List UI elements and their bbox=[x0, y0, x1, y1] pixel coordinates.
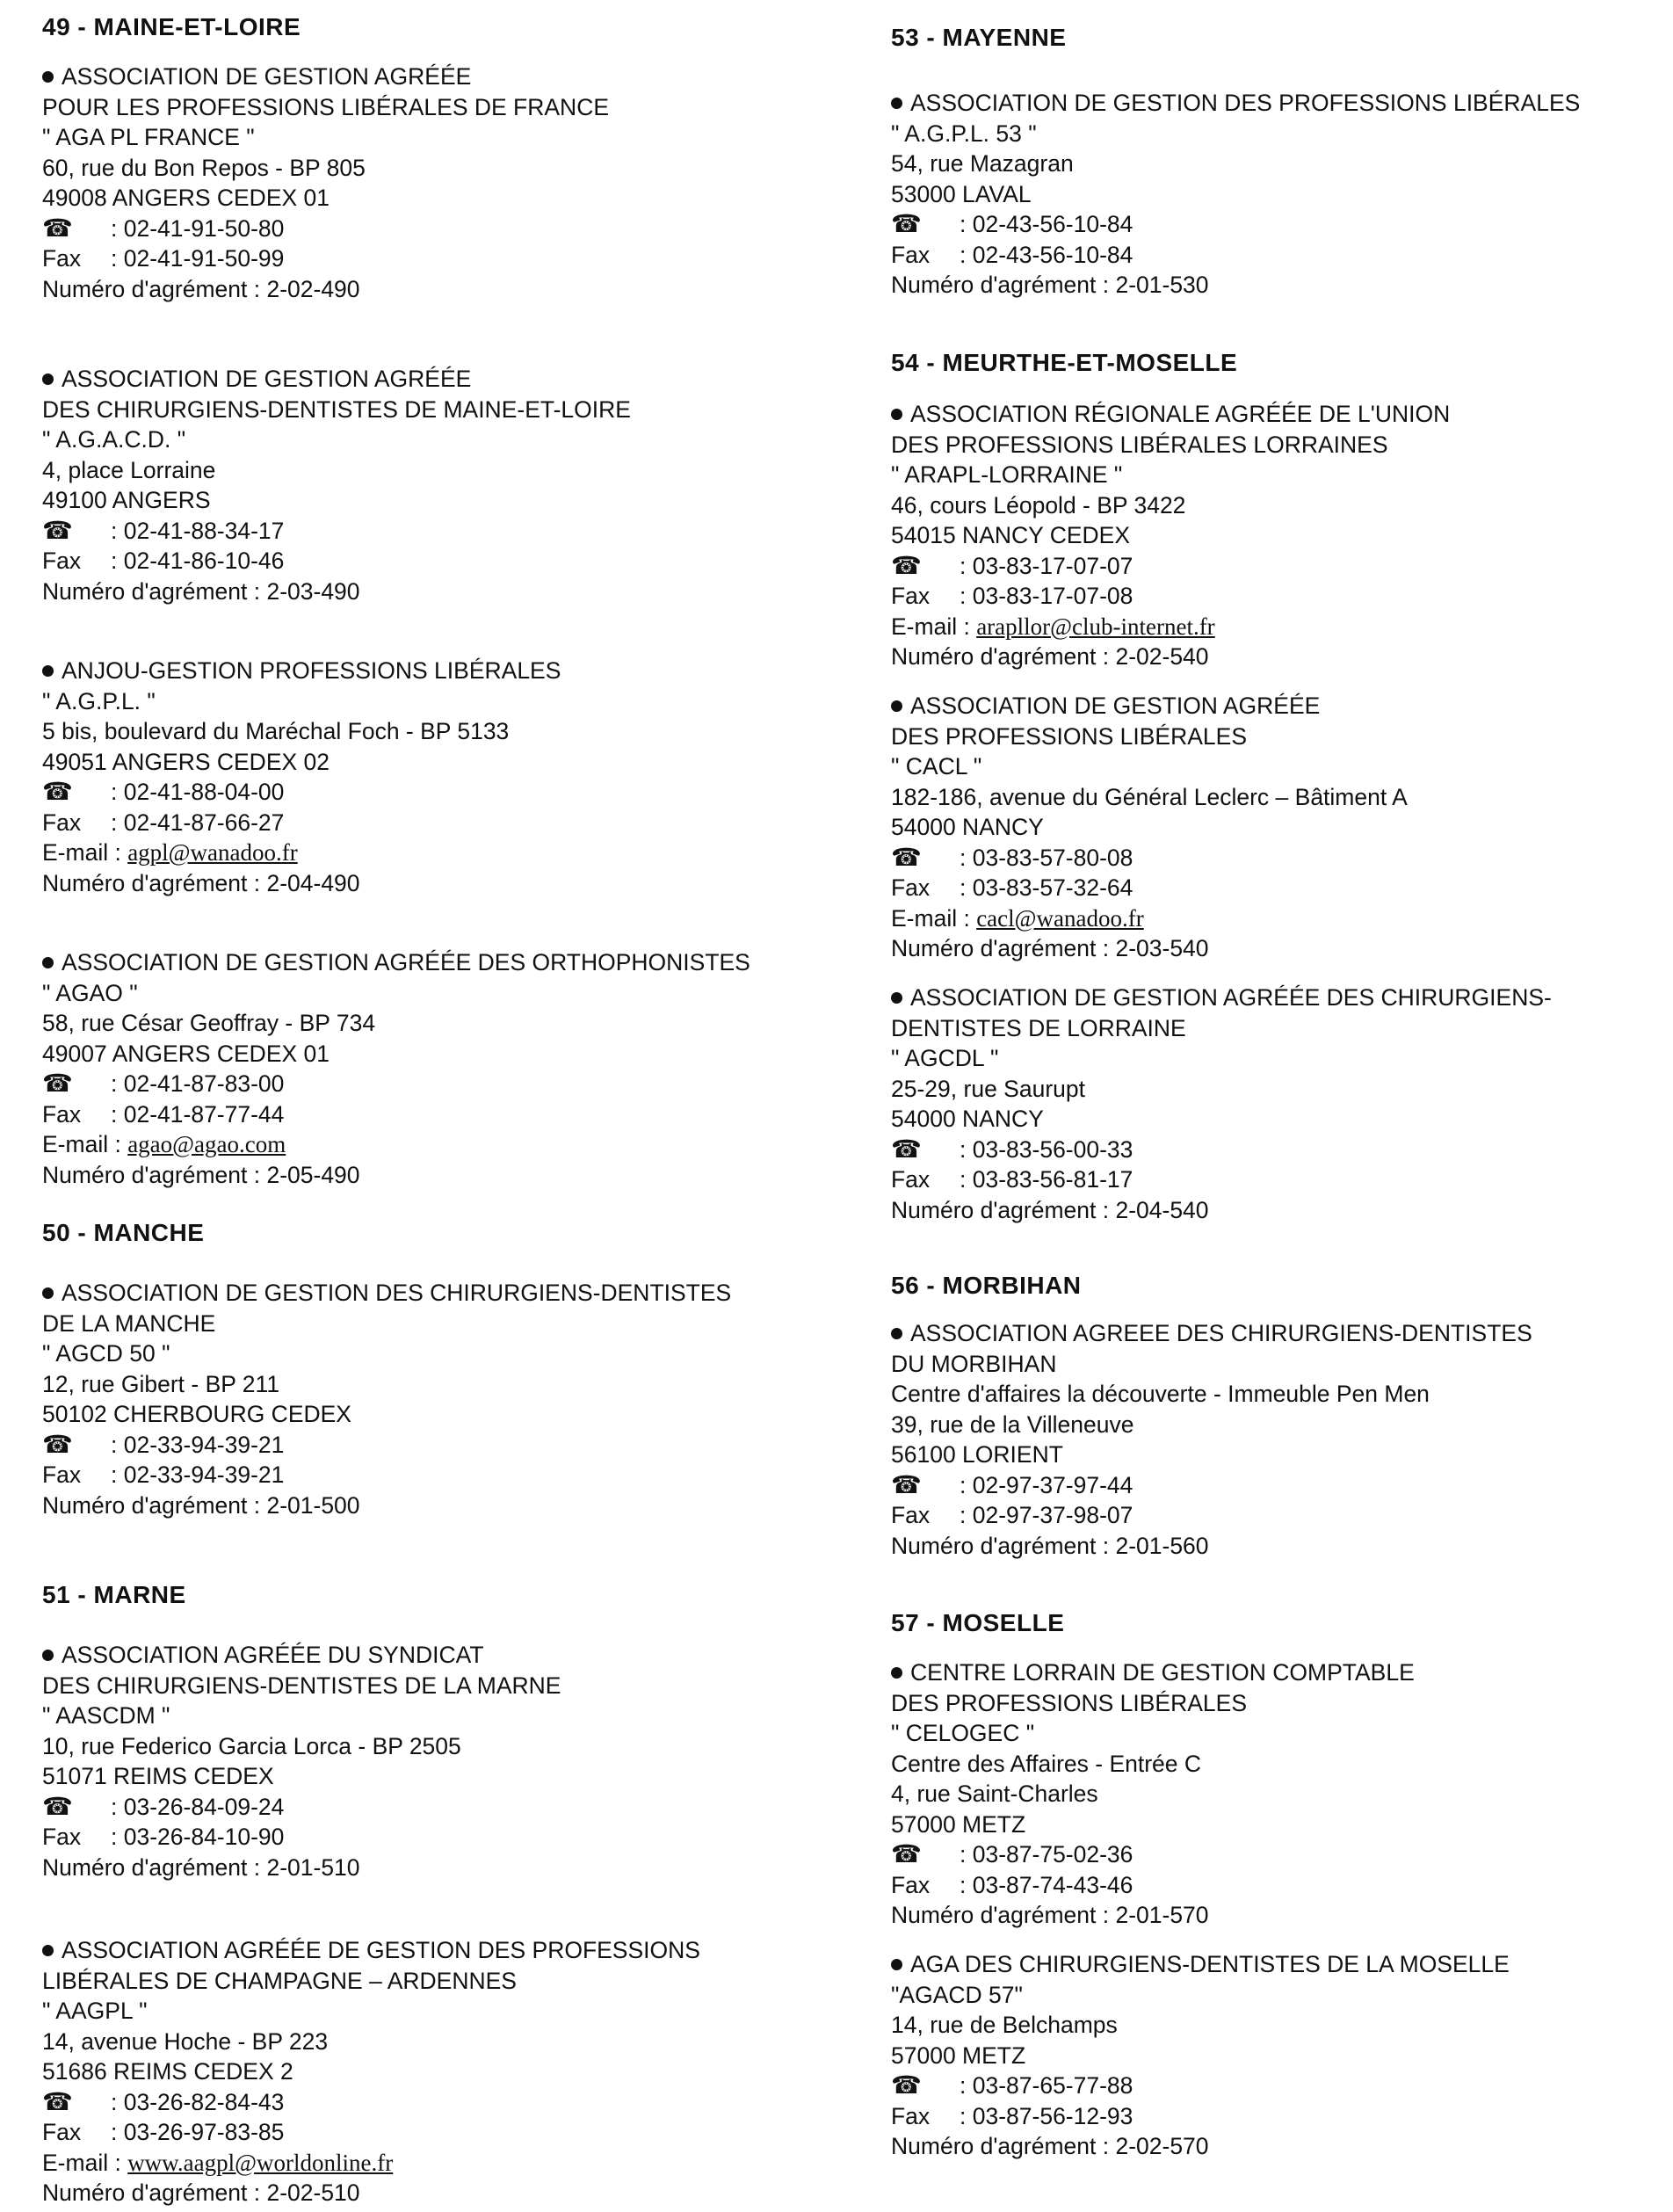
telephone-icon: ☎ bbox=[42, 1792, 73, 1820]
address-line bbox=[891, 2041, 1510, 2071]
phone-line bbox=[891, 1839, 1415, 1870]
entry-text: 51686 REIMS CEDEX 2 bbox=[42, 2058, 293, 2085]
entry-name bbox=[42, 656, 561, 686]
phone-number: : 02-41-88-34-17 bbox=[111, 517, 285, 544]
address-line bbox=[891, 520, 1450, 551]
fax-label: Fax bbox=[42, 1461, 82, 1488]
fax-number: : 02-43-56-10-84 bbox=[960, 241, 1133, 268]
entry-text: Centre des Affaires - Entrée C bbox=[891, 1750, 1202, 1777]
telephone-icon: ☎ bbox=[891, 1470, 922, 1498]
phone-line bbox=[42, 214, 609, 244]
address-line bbox=[891, 1379, 1532, 1410]
fax-line bbox=[42, 546, 631, 577]
address-line bbox=[42, 686, 561, 717]
agrement-number: Numéro d'agrément : 2-01-510 bbox=[42, 1853, 360, 1881]
entry-text: DE LA MANCHE bbox=[42, 1309, 216, 1337]
entry-text: ASSOCIATION DE GESTION AGRÉÉE DES CHIRURGIENS- bbox=[910, 984, 1552, 1011]
entry-text: ASSOCIATION AGRÉÉE DE GESTION DES PROFESSIONS bbox=[62, 1937, 700, 1963]
telephone-icon: ☎ bbox=[42, 1070, 73, 1097]
entry-text: 25-29, rue Saurupt bbox=[891, 1075, 1085, 1102]
directory-entry bbox=[42, 947, 750, 1190]
entry-text: AGA DES CHIRURGIENS-DENTISTES DE LA MOSELLE bbox=[910, 1951, 1510, 1977]
fax-line bbox=[42, 1099, 750, 1130]
address-line bbox=[42, 1671, 561, 1701]
address-line bbox=[891, 812, 1408, 843]
entry-text: ANJOU-GESTION PROFESSIONS LIBÉRALES bbox=[62, 657, 561, 684]
address-line bbox=[891, 782, 1408, 813]
fax-label: Fax bbox=[891, 2102, 931, 2129]
entry-text: DES PROFESSIONS LIBÉRALES bbox=[891, 722, 1247, 750]
directory-entry bbox=[891, 1657, 1415, 1931]
directory-entry bbox=[891, 983, 1552, 1225]
entry-name bbox=[891, 1657, 1415, 1688]
fax-label: Fax bbox=[891, 1502, 931, 1528]
phone-number: : 02-43-56-10-84 bbox=[960, 211, 1133, 237]
bullet-icon bbox=[42, 62, 62, 92]
entry-text: ASSOCIATION AGREEE DES CHIRURGIENS-DENTISTES bbox=[910, 1320, 1532, 1346]
telephone-icon: ☎ bbox=[42, 516, 73, 544]
directory-entry bbox=[891, 88, 1580, 301]
entry-name bbox=[891, 399, 1450, 430]
fax-number: : 03-87-56-12-93 bbox=[960, 2102, 1133, 2129]
entry-text: 56100 LORIENT bbox=[891, 1441, 1063, 1468]
entry-text: LIBÉRALES DE CHAMPAGNE – ARDENNES bbox=[42, 1967, 517, 1994]
email-label: E-mail : bbox=[891, 904, 977, 932]
phone-number: : 03-87-75-02-36 bbox=[960, 1841, 1133, 1868]
phone-number: : 03-83-57-80-08 bbox=[960, 844, 1133, 871]
phone-number: : 02-97-37-97-44 bbox=[960, 1471, 1133, 1498]
agrement-number: Numéro d'agrément : 2-01-500 bbox=[42, 1491, 360, 1519]
entry-text: " A.G.A.C.D. " bbox=[42, 426, 186, 453]
directory-entry bbox=[891, 1949, 1510, 2162]
address-line bbox=[891, 722, 1408, 752]
section-title: 53 - MAYENNE bbox=[891, 24, 1067, 51]
fax-number: : 03-26-84-10-90 bbox=[111, 1824, 285, 1850]
entry-text: 51071 REIMS CEDEX bbox=[42, 1763, 274, 1789]
directory-entry bbox=[42, 62, 609, 304]
entry-text: 12, rue Gibert - BP 211 bbox=[42, 1370, 280, 1397]
fax-line bbox=[891, 1500, 1532, 1531]
phone-line bbox=[891, 1470, 1532, 1501]
bullet-icon bbox=[42, 1935, 62, 1966]
telephone-icon: ☎ bbox=[891, 843, 922, 871]
fax-number: : 02-41-91-50-99 bbox=[111, 245, 285, 272]
email-label: E-mail : bbox=[42, 839, 128, 866]
agrement-number: Numéro d'agrément : 2-05-490 bbox=[42, 1161, 360, 1188]
entry-text: " ARAPL-LORRAINE " bbox=[891, 461, 1123, 488]
fax-line bbox=[891, 1164, 1552, 1195]
entry-text: DENTISTES DE LORRAINE bbox=[891, 1014, 1186, 1041]
address-line bbox=[42, 424, 631, 455]
fax-number: : 02-97-37-98-07 bbox=[960, 1502, 1133, 1528]
bullet-icon bbox=[891, 399, 910, 430]
entry-name bbox=[42, 1640, 561, 1671]
telephone-icon: ☎ bbox=[891, 1135, 922, 1163]
telephone-icon: ☎ bbox=[891, 210, 922, 237]
entry-text: 58, rue César Geoffray - BP 734 bbox=[42, 1010, 376, 1036]
fax-label: Fax bbox=[42, 1100, 82, 1128]
entry-text: " CACL " bbox=[891, 753, 982, 780]
address-line bbox=[891, 1043, 1552, 1074]
email-label: E-mail : bbox=[891, 613, 977, 640]
email-line bbox=[42, 2148, 700, 2179]
fax-line bbox=[42, 1822, 561, 1853]
entry-text: 4, rue Saint-Charles bbox=[891, 1780, 1098, 1807]
entry-text: DU MORBIHAN bbox=[891, 1350, 1057, 1377]
entry-name bbox=[42, 364, 631, 395]
address-line bbox=[42, 183, 609, 214]
address-line bbox=[42, 153, 609, 184]
address-line bbox=[42, 1008, 750, 1039]
phone-number: : 03-83-56-00-33 bbox=[960, 1135, 1133, 1163]
address-line bbox=[42, 455, 631, 486]
entry-text: Centre d'affaires la découverte - Immeuble Pen Men bbox=[891, 1381, 1430, 1407]
entry-text: " CELOGEC " bbox=[891, 1720, 1035, 1746]
fax-label: Fax bbox=[42, 245, 82, 272]
bullet-icon bbox=[42, 656, 62, 686]
telephone-icon: ☎ bbox=[42, 2087, 73, 2115]
bullet-icon bbox=[891, 88, 910, 119]
fax-label: Fax bbox=[891, 1871, 931, 1898]
agrement-number: Numéro d'agrément : 2-01-530 bbox=[891, 272, 1209, 298]
agrement-number: Numéro d'agrément : 2-03-540 bbox=[891, 935, 1209, 961]
fax-label: Fax bbox=[42, 809, 82, 836]
entry-text: " AAGPL " bbox=[42, 1998, 148, 2024]
entry-text: 54015 NANCY CEDEX bbox=[891, 522, 1131, 548]
fax-line bbox=[42, 2117, 700, 2148]
entry-text: ASSOCIATION DE GESTION AGRÉÉE bbox=[910, 693, 1321, 719]
fax-line bbox=[891, 581, 1450, 612]
fax-label: Fax bbox=[42, 1824, 82, 1850]
address-line bbox=[891, 2010, 1510, 2041]
address-line bbox=[891, 1013, 1552, 1044]
fax-label: Fax bbox=[42, 548, 82, 574]
entry-text: ASSOCIATION DE GESTION AGRÉÉE bbox=[62, 366, 472, 392]
address-line bbox=[891, 1980, 1510, 2011]
fax-label: Fax bbox=[891, 874, 931, 901]
address-line bbox=[42, 1731, 561, 1762]
telephone-icon: ☎ bbox=[42, 1430, 73, 1458]
fax-line bbox=[891, 1870, 1415, 1901]
agrement-number: Numéro d'agrément : 2-02-510 bbox=[42, 2179, 360, 2206]
address-line bbox=[42, 1309, 731, 1339]
section-title: 51 - MARNE bbox=[42, 1581, 186, 1608]
fax-number: : 03-83-56-81-17 bbox=[960, 1166, 1133, 1193]
phone-number: : 03-87-65-77-88 bbox=[960, 2072, 1133, 2099]
telephone-icon: ☎ bbox=[891, 1840, 922, 1868]
agrement-number: Numéro d'agrément : 2-02-540 bbox=[891, 643, 1209, 670]
directory-entry bbox=[42, 656, 561, 898]
address-line bbox=[42, 1399, 731, 1430]
entry-text: 54, rue Mazagran bbox=[891, 150, 1074, 177]
directory-entry bbox=[42, 1935, 700, 2208]
entry-text: ASSOCIATION AGRÉÉE DU SYNDICAT bbox=[62, 1642, 484, 1668]
entry-text: 54000 NANCY bbox=[891, 814, 1044, 840]
agrement-number: Numéro d'agrément : 2-02-570 bbox=[891, 2133, 1209, 2159]
address-line bbox=[42, 395, 631, 425]
entry-text: 4, place Lorraine bbox=[42, 456, 216, 483]
entry-text: 49051 ANGERS CEDEX 02 bbox=[42, 748, 330, 775]
address-line bbox=[891, 1779, 1415, 1809]
email-line bbox=[42, 838, 561, 868]
address-line bbox=[891, 179, 1580, 210]
phone-line bbox=[891, 209, 1580, 240]
address-line bbox=[891, 430, 1450, 461]
entry-text: CENTRE LORRAIN DE GESTION COMPTABLE bbox=[910, 1659, 1415, 1686]
address-line bbox=[42, 716, 561, 747]
address-line bbox=[891, 1349, 1532, 1380]
phone-number: : 02-41-91-50-80 bbox=[111, 214, 285, 242]
address-line bbox=[891, 460, 1450, 490]
address-line bbox=[42, 1761, 561, 1792]
fax-line bbox=[891, 873, 1408, 903]
bullet-icon bbox=[891, 691, 910, 722]
phone-line bbox=[891, 2071, 1510, 2101]
entry-text: ASSOCIATION DE GESTION DES PROFESSIONS LIBÉRALES bbox=[910, 90, 1581, 116]
bullet-icon bbox=[891, 983, 910, 1013]
entry-text: "AGACD 57" bbox=[891, 1981, 1023, 2008]
agrement-number: Numéro d'agrément : 2-01-570 bbox=[891, 1902, 1209, 1928]
entry-name bbox=[891, 88, 1580, 119]
email-link[interactable]: cacl@wanadoo.fr bbox=[976, 904, 1144, 932]
fax-number: : 02-33-94-39-21 bbox=[111, 1461, 285, 1488]
entry-text: POUR LES PROFESSIONS LIBÉRALES DE FRANCE bbox=[42, 93, 610, 120]
address-line bbox=[42, 1369, 731, 1400]
entry-text: 49008 ANGERS CEDEX 01 bbox=[42, 185, 330, 211]
fax-label: Fax bbox=[891, 583, 931, 609]
entry-text: 49100 ANGERS bbox=[42, 487, 211, 513]
address-line bbox=[42, 2056, 700, 2087]
directory-entry bbox=[891, 691, 1408, 964]
address-line bbox=[42, 122, 609, 153]
phone-line bbox=[42, 2087, 700, 2118]
address-line bbox=[891, 119, 1580, 149]
address-line bbox=[42, 2027, 700, 2057]
entry-text: 53000 LAVAL bbox=[891, 180, 1032, 207]
phone-number: : 03-26-84-09-24 bbox=[111, 1793, 285, 1820]
fax-number: : 03-26-97-83-85 bbox=[111, 2119, 285, 2145]
entry-text: " AGA PL FRANCE " bbox=[42, 124, 255, 150]
entry-text: 14, rue de Belchamps bbox=[891, 2012, 1118, 2038]
fax-number: : 02-41-87-77-44 bbox=[111, 1100, 285, 1128]
entry-text: 54000 NANCY bbox=[891, 1106, 1044, 1132]
fax-label: Fax bbox=[891, 1166, 931, 1193]
entry-text: 10, rue Federico Garcia Lorca - BP 2505 bbox=[42, 1732, 461, 1759]
phone-line bbox=[42, 1069, 750, 1099]
email-link[interactable]: arapllor@club-internet.fr bbox=[976, 613, 1215, 640]
phone-line bbox=[42, 777, 561, 808]
section-title: 57 - MOSELLE bbox=[891, 1609, 1065, 1636]
telephone-icon: ☎ bbox=[891, 2071, 922, 2099]
entry-text: DES PROFESSIONS LIBÉRALES bbox=[891, 1689, 1247, 1716]
telephone-icon: ☎ bbox=[891, 551, 922, 579]
entry-text: 46, cours Léopold - BP 3422 bbox=[891, 491, 1186, 519]
bullet-icon bbox=[891, 1949, 910, 1980]
section-title: 49 - MAINE-ET-LOIRE bbox=[42, 13, 301, 40]
phone-line bbox=[891, 551, 1450, 582]
address-line bbox=[42, 978, 750, 1009]
phone-line bbox=[891, 843, 1408, 874]
fax-line bbox=[42, 808, 561, 838]
entry-text: 57000 METZ bbox=[891, 2042, 1026, 2069]
address-line bbox=[891, 1074, 1552, 1105]
entry-text: ASSOCIATION DE GESTION AGRÉÉE DES ORTHOPHONISTES bbox=[62, 949, 750, 975]
entry-text: " AASCDM " bbox=[42, 1702, 170, 1729]
entry-text: ASSOCIATION DE GESTION AGRÉÉE bbox=[62, 63, 472, 90]
address-line bbox=[891, 1809, 1415, 1840]
fax-number: : 02-41-87-66-27 bbox=[111, 809, 285, 836]
agrement-number: Numéro d'agrément : 2-04-490 bbox=[42, 869, 360, 896]
email-label: E-mail : bbox=[42, 2149, 128, 2176]
directory-entry bbox=[42, 1278, 731, 1520]
section-title: 56 - MORBIHAN bbox=[891, 1272, 1082, 1299]
directory-entry bbox=[891, 1318, 1532, 1561]
email-line bbox=[42, 1129, 750, 1160]
address-line bbox=[891, 1410, 1532, 1440]
entry-name bbox=[891, 1318, 1532, 1349]
bullet-icon bbox=[42, 1278, 62, 1309]
directory-entry bbox=[891, 399, 1450, 672]
email-link[interactable]: agpl@wanadoo.fr bbox=[127, 839, 298, 866]
entry-text: " A.G.P.L. 53 " bbox=[891, 120, 1037, 147]
agrement-number: Numéro d'agrément : 2-02-490 bbox=[42, 275, 360, 302]
directory-entry bbox=[42, 1640, 561, 1882]
entry-name bbox=[891, 691, 1408, 722]
entry-text: 49007 ANGERS CEDEX 01 bbox=[42, 1040, 330, 1067]
phone-number: : 03-26-82-84-43 bbox=[111, 2088, 285, 2115]
bullet-icon bbox=[891, 1318, 910, 1349]
address-line bbox=[891, 1718, 1415, 1749]
entry-text: 50102 CHERBOURG CEDEX bbox=[42, 1401, 351, 1427]
bullet-icon bbox=[42, 364, 62, 395]
entry-name bbox=[42, 62, 609, 92]
entry-text: " AGCDL " bbox=[891, 1045, 999, 1071]
entry-text: " AGCD 50 " bbox=[42, 1340, 170, 1367]
fax-number: : 02-41-86-10-46 bbox=[111, 548, 285, 574]
entry-name bbox=[891, 1949, 1510, 1980]
address-line bbox=[891, 1688, 1415, 1719]
address-line bbox=[891, 490, 1450, 521]
phone-number: : 02-41-87-83-00 bbox=[111, 1070, 285, 1097]
email-line bbox=[891, 903, 1408, 934]
entry-text: ASSOCIATION DE GESTION DES CHIRURGIENS-DENTISTES bbox=[62, 1280, 732, 1306]
address-line bbox=[42, 1701, 561, 1731]
entry-name bbox=[42, 1935, 700, 1966]
email-line bbox=[891, 612, 1450, 642]
telephone-icon: ☎ bbox=[42, 214, 73, 242]
entry-text: DES CHIRURGIENS-DENTISTES DE LA MARNE bbox=[42, 1672, 561, 1699]
entry-name bbox=[42, 1278, 731, 1309]
address-line bbox=[42, 1966, 700, 1997]
address-line bbox=[891, 1749, 1415, 1780]
phone-number: : 02-33-94-39-21 bbox=[111, 1431, 285, 1458]
entry-text: 60, rue du Bon Repos - BP 805 bbox=[42, 154, 366, 181]
fax-label: Fax bbox=[891, 241, 931, 268]
fax-label: Fax bbox=[42, 2119, 82, 2145]
address-line bbox=[42, 92, 609, 123]
email-link[interactable]: www.aagpl@worldonline.fr bbox=[127, 2149, 394, 2176]
section-title: 54 - MEURTHE-ET-MOSELLE bbox=[891, 349, 1238, 376]
address-line bbox=[891, 1440, 1532, 1470]
fax-line bbox=[42, 1460, 731, 1490]
fax-line bbox=[891, 240, 1580, 271]
address-line bbox=[891, 751, 1408, 782]
address-line bbox=[42, 485, 631, 516]
entry-name bbox=[891, 983, 1552, 1013]
entry-text: ASSOCIATION RÉGIONALE AGRÉÉE DE L'UNION bbox=[910, 401, 1451, 427]
fax-line bbox=[891, 2101, 1510, 2132]
section-title: 50 - MANCHE bbox=[42, 1219, 205, 1246]
phone-number: : 02-41-88-04-00 bbox=[111, 779, 285, 805]
fax-number: : 03-83-57-32-64 bbox=[960, 874, 1133, 901]
agrement-number: Numéro d'agrément : 2-04-540 bbox=[891, 1196, 1209, 1223]
entry-text: 5 bis, boulevard du Maréchal Foch - BP 5133 bbox=[42, 718, 510, 744]
entry-text: 39, rue de la Villeneuve bbox=[891, 1411, 1134, 1438]
fax-number: : 03-83-17-07-08 bbox=[960, 583, 1133, 609]
fax-number: : 03-87-74-43-46 bbox=[960, 1871, 1133, 1898]
phone-line bbox=[42, 1792, 561, 1823]
agrement-number: Numéro d'agrément : 2-03-490 bbox=[42, 577, 360, 605]
directory-entry bbox=[42, 364, 631, 606]
telephone-icon: ☎ bbox=[42, 778, 73, 805]
bullet-icon bbox=[42, 1640, 62, 1671]
entry-text: 14, avenue Hoche - BP 223 bbox=[42, 2027, 329, 2055]
address-line bbox=[42, 1039, 750, 1070]
entry-text: 57000 METZ bbox=[891, 1810, 1026, 1838]
email-label: E-mail : bbox=[42, 1131, 128, 1157]
address-line bbox=[42, 1338, 731, 1369]
bullet-icon bbox=[891, 1657, 910, 1688]
entry-text: " AGAO " bbox=[42, 979, 138, 1006]
phone-line bbox=[891, 1135, 1552, 1165]
address-line bbox=[42, 747, 561, 778]
address-line bbox=[891, 1104, 1552, 1135]
address-line bbox=[42, 1996, 700, 2027]
phone-number: : 03-83-17-07-07 bbox=[960, 552, 1133, 579]
bullet-icon bbox=[42, 947, 62, 978]
email-link[interactable]: agao@agao.com bbox=[127, 1131, 286, 1157]
entry-name bbox=[42, 947, 750, 978]
address-line bbox=[891, 149, 1580, 179]
phone-line bbox=[42, 1430, 731, 1461]
phone-line bbox=[42, 516, 631, 547]
entry-text: 182-186, avenue du Général Leclerc – Bâtiment A bbox=[891, 783, 1408, 810]
entry-text: DES CHIRURGIENS-DENTISTES DE MAINE-ET-LOIRE bbox=[42, 395, 631, 423]
fax-line bbox=[42, 243, 609, 274]
entry-text: " A.G.P.L. " bbox=[42, 687, 156, 714]
entry-text: DES PROFESSIONS LIBÉRALES LORRAINES bbox=[891, 431, 1388, 458]
agrement-number: Numéro d'agrément : 2-01-560 bbox=[891, 1532, 1209, 1559]
